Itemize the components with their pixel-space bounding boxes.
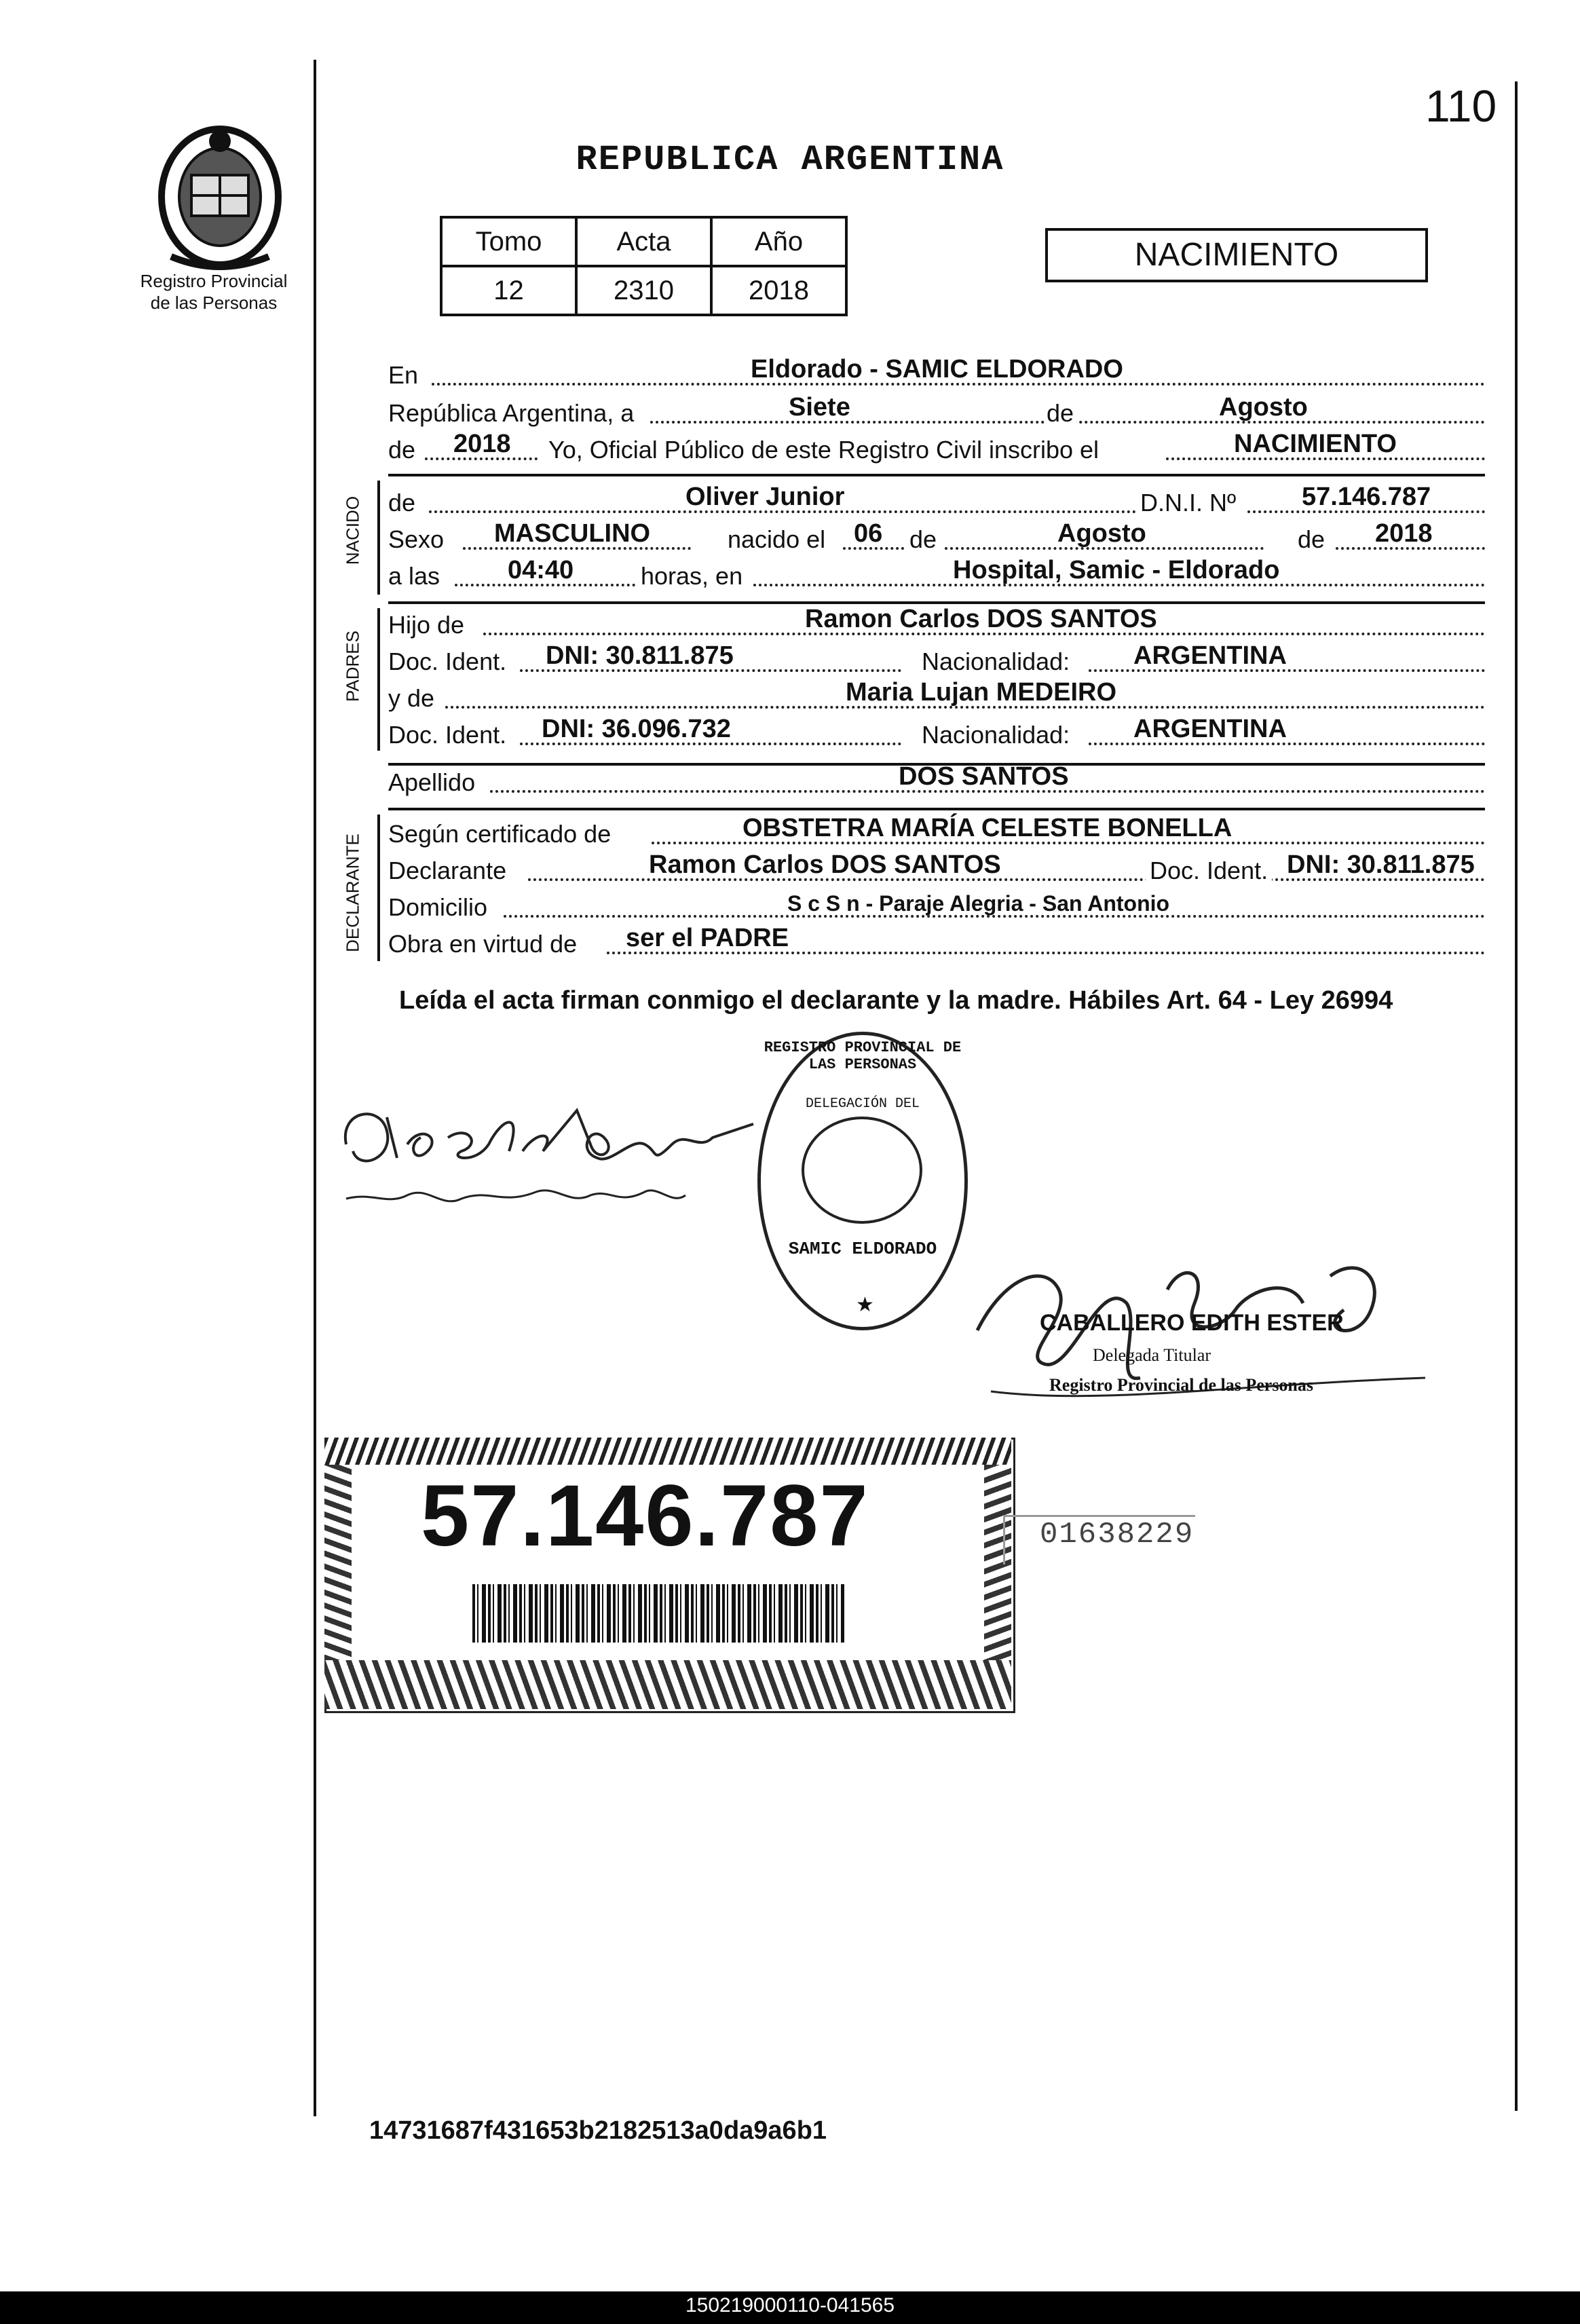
page-number: 110 [1425,81,1497,131]
year-value: 2018 [453,430,511,458]
row-father-doc [388,641,1485,679]
de-year-label: de [388,436,416,464]
father-nationality: ARGENTINA [1133,641,1287,670]
closing-statement: Leída el acta firman conmigo el declarante y la madre. Hábiles Art. 64 - Ley 26994 [399,986,1393,1015]
dni-label: D.N.I. Nº [1137,489,1236,517]
official-signature [964,1249,1439,1425]
inscribe-value: NACIMIENTO [1234,430,1397,458]
official-stamp [757,1032,968,1330]
apellido-value: DOS SANTOS [899,762,1069,791]
stamp-seal-icon [802,1117,922,1224]
stamp-center-text: SAMIC ELDORADO [788,1239,937,1259]
domicilio-label: Domicilio [388,893,488,921]
mother-nat-label: Nacionalidad: [922,721,1070,749]
father-doc-label: Doc. Ident. [388,648,507,675]
hijo-de-label: Hijo de [388,611,465,639]
sticker-frame-bottom [324,1660,1011,1709]
document-title: REPUBLICA ARGENTINA [576,140,1004,180]
stamp-star-icon: ★ [856,1294,874,1316]
row-mother-doc [388,715,1485,752]
anio-header: Año [711,217,846,266]
row-y-de [388,678,1485,715]
obra-value: ser el PADRE [626,924,789,952]
father-doc: DNI: 30.811.875 [546,641,734,670]
y-de-label: y de [388,684,435,712]
mother-doc-label: Doc. Ident. [388,721,507,749]
child-dni: 57.146.787 [1302,483,1431,511]
row-declarante [388,850,1485,888]
registry-label-line2: de las Personas [150,293,278,313]
row-obra [388,924,1485,961]
sexo-value: MASCULINO [494,519,651,548]
reference-table [440,216,848,316]
birth-day: 06 [854,519,883,548]
padres-section-label: PADRES [342,631,363,702]
cert-value: OBSTETRA MARÍA CELESTE BONELLA [742,814,1233,842]
mother-doc: DNI: 36.096.732 [542,715,731,743]
row-apellido [388,762,1485,800]
stamp-inner-text: DELEGACIÓN DEL [805,1096,920,1112]
sticker-number: 57.146.787 [421,1467,869,1564]
row-nacido-hora [388,556,1485,593]
row-en [388,355,1485,392]
reference-table-header [441,217,846,266]
nacido-section-label: NACIDO [342,495,363,565]
horas-label: horas, en [641,562,743,590]
record-type-box: NACIMIENTO [1045,228,1428,282]
official-role: Delegada Titular [1093,1345,1211,1365]
sticker-frame-left [324,1465,352,1660]
nacido-el-label: nacido el [728,525,826,553]
right-border [1515,81,1518,2111]
declarante-label: Declarante [388,857,507,884]
official-name: CABALLERO EDITH ESTER [1040,1310,1344,1336]
declarant-signature [333,1070,767,1219]
child-name: Oliver Junior [685,483,845,511]
tomo-header: Tomo [441,217,576,266]
de-label: de [1044,399,1076,428]
birth-de-label: de [909,525,937,553]
oficial-text: Yo, Oficial Público de este Registro Civil inscribo el [548,436,1099,464]
footer-code: 150219000110-041565 [685,2294,895,2317]
left-border [314,60,316,2116]
declarante-section-label: DECLARANTE [342,833,363,952]
a-las-label: a las [388,562,440,590]
birth-time: 04:40 [508,556,574,584]
mother-nationality: ARGENTINA [1133,715,1287,743]
row-nacido-sexo [388,519,1485,557]
obra-label: Obra en virtud de [388,930,578,958]
row-oficial [388,430,1485,467]
acta-header: Acta [576,217,711,266]
reference-table-values [441,266,846,315]
mother-name: Maria Lujan MEDEIRO [846,678,1117,707]
official-office: Registro Provincial de las Personas [1049,1375,1314,1395]
day-value: Siete [789,393,850,421]
declarante-value: Ramon Carlos DOS SANTOS [649,850,1001,879]
father-name: Ramon Carlos DOS SANTOS [805,605,1157,633]
row-certificado [388,814,1485,851]
row-hijo-de [388,605,1485,642]
nacido-de-label: de [388,489,416,517]
row-nacido-name [388,483,1485,520]
sexo-label: Sexo [388,525,445,553]
domicilio-value: S c S n - Paraje Alegria - San Antonio [787,891,1170,916]
en-value: Eldorado - SAMIC ELDORADO [751,355,1123,383]
birth-de-label2: de [1298,525,1325,553]
birth-year: 2018 [1375,519,1433,548]
father-nat-label: Nacionalidad: [922,648,1070,675]
serial-number: 01638229 [1040,1518,1195,1552]
acta-value: 2310 [576,266,711,315]
en-label: En [388,361,419,389]
birth-month: Agosto [1057,519,1146,548]
row-republica [388,393,1485,430]
cert-label: Según certificado de [388,820,612,848]
sticker-frame-top [324,1438,1011,1465]
declarante-doc: DNI: 30.811.875 [1287,850,1475,879]
document-hash: 14731687f431653b2182513a0da9a6b1 [369,2116,827,2145]
registry-label [115,270,312,314]
month-value: Agosto [1219,393,1308,421]
declarante-doc-label: Doc. Ident. [1146,857,1272,885]
birth-place: Hospital, Samic - Eldorado [953,556,1280,584]
republica-label: República Argentina, a [388,399,635,427]
stamp-outer-text: REGISTRO PROVINCIAL DE LAS PERSONAS [764,1039,962,1073]
row-domicilio [388,891,1485,924]
tomo-value: 12 [441,266,576,315]
registry-label-line1: Registro Provincial [140,271,288,291]
barcode-icon [472,1584,844,1643]
apellido-label: Apellido [388,768,476,796]
anio-value: 2018 [711,266,846,315]
